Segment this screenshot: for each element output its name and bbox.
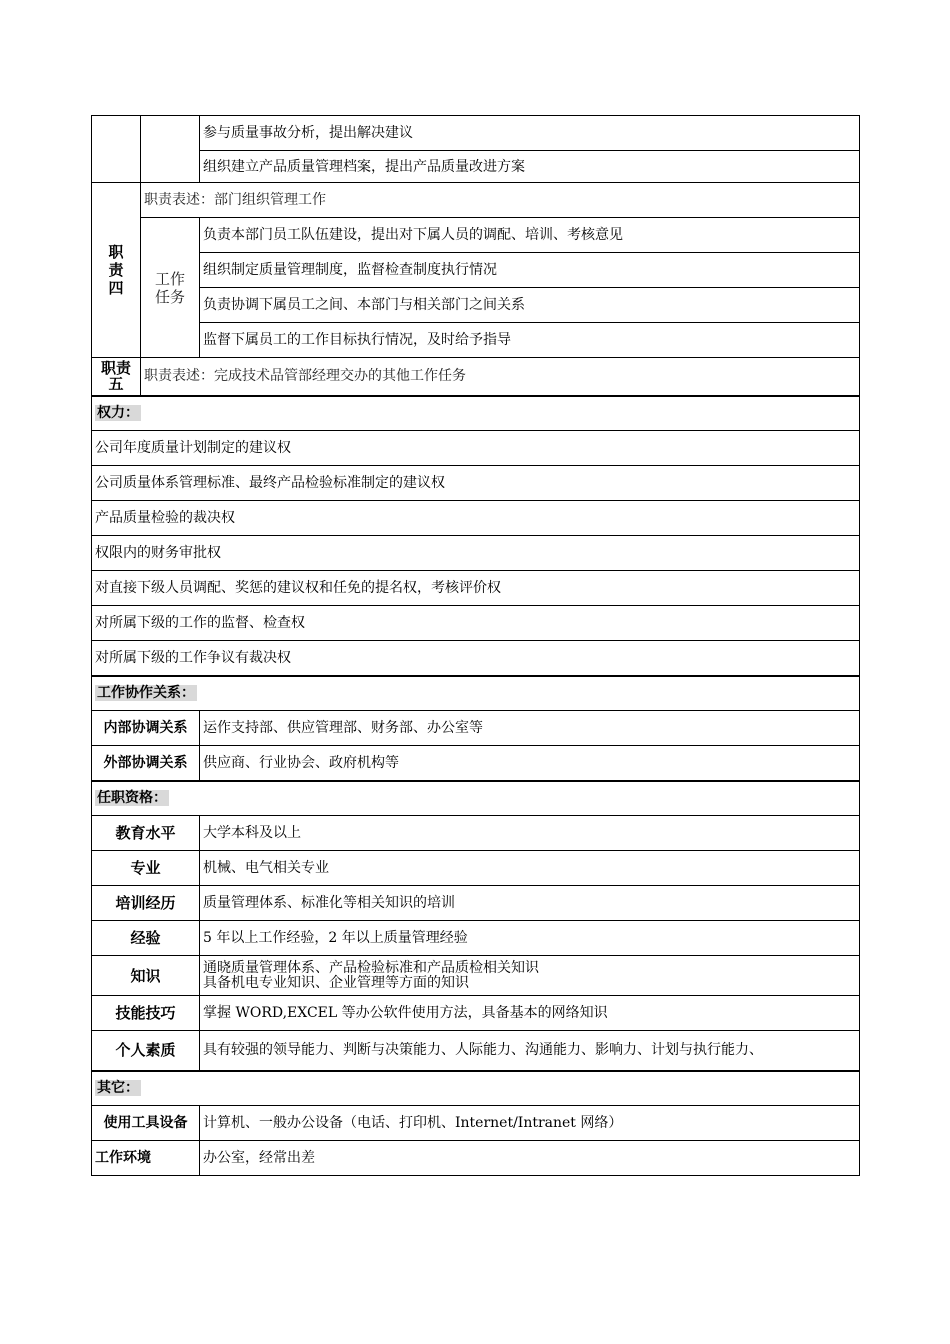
authority-item: 权限内的财务审批权: [92, 536, 860, 571]
relations-header-cell: [92, 676, 860, 711]
qualifications-header-row: [92, 781, 860, 816]
other-header-row: [92, 1071, 860, 1106]
qualification-row: [92, 816, 860, 851]
qualification-row: [92, 996, 860, 1031]
other-title: 其它：: [97, 1080, 139, 1097]
relations-header-row: [92, 676, 860, 711]
authority-item: 公司年度质量计划制定的建议权: [92, 431, 860, 466]
duty4-task-text: 负责本部门员工队伍建设，提出对下属人员的调配、培训、考核意见: [200, 218, 860, 253]
other-header-cell: [92, 1071, 860, 1106]
authority-header-cell: [92, 396, 860, 431]
other-row: [92, 1106, 860, 1141]
relations-value: 运作支持部、供应管理部、财务部、办公室等: [200, 711, 860, 746]
duty4-task-text: 监督下属员工的工作目标执行情况，及时给予指导: [200, 323, 860, 358]
job-description-table: [91, 115, 860, 1176]
authority-item: 对所属下级的工作争议有裁决权: [92, 641, 860, 676]
relations-title: 工作协作关系：: [97, 685, 195, 702]
qualification-label: 培训经历: [92, 886, 200, 921]
qualification-value-line: 具备机电专业知识、企业管理等方面的知识: [203, 974, 469, 991]
authority-row: [92, 466, 860, 501]
qualification-label: 经验: [92, 921, 200, 956]
duty4-task-text: 组织制定质量管理制度，监督检查制度执行情况: [200, 253, 860, 288]
authority-item: 对直接下级人员调配、奖惩的建议权和任免的提名权，考核评价权: [92, 571, 860, 606]
duty4-statement-row: [92, 183, 860, 218]
other-label: 使用工具设备: [92, 1106, 200, 1141]
relations-label: 内部协调关系: [92, 711, 200, 746]
qualification-value: 具有较强的领导能力、判断与决策能力、人际能力、沟通能力、影响力、计划与执行能力、: [200, 1031, 860, 1071]
qualification-value-line: 通晓质量管理体系、产品检验标准和产品质检相关知识: [203, 959, 539, 976]
authority-row: [92, 606, 860, 641]
authority-title: 权力：: [97, 405, 139, 422]
duty4-task-row: [92, 218, 860, 253]
qualifications-header-cell: [92, 781, 860, 816]
authority-row: [92, 571, 860, 606]
other-label: 工作环境: [92, 1141, 200, 1176]
qualification-value: 5 年以上工作经验，2 年以上质量管理经验: [200, 921, 860, 956]
task-label-cell-empty: [141, 116, 200, 183]
other-value: 计算机、一般办公设备（电话、打印机、Internet/Intranet 网络）: [200, 1106, 860, 1141]
relations-row: [92, 746, 860, 781]
relations-label: 外部协调关系: [92, 746, 200, 781]
relations-value: 供应商、行业协会、政府机构等: [200, 746, 860, 781]
qualification-label: 技能技巧: [92, 996, 200, 1031]
duty4-task-row: [92, 253, 860, 288]
qualification-row: [92, 1031, 860, 1071]
authority-row: [92, 536, 860, 571]
authority-item: 对所属下级的工作的监督、检查权: [92, 606, 860, 641]
duty4-task-label: 工作 任务: [141, 218, 200, 358]
qualification-row: [92, 886, 860, 921]
duty4-task-text: 负责协调下属员工之间、本部门与相关部门之间关系: [200, 288, 860, 323]
duty-task-text: 组织建立产品质量管理档案，提出产品质量改进方案: [200, 151, 860, 183]
authority-row: [92, 641, 860, 676]
other-value: 办公室，经常出差: [200, 1141, 860, 1176]
authority-header-row: [92, 396, 860, 431]
qualification-value: 机械、电气相关专业: [200, 851, 860, 886]
qualification-value: [200, 956, 860, 996]
qualification-row: [92, 851, 860, 886]
duty5-label: 职责 五: [92, 358, 141, 396]
qualification-label: 个人素质: [92, 1031, 200, 1071]
authority-item: 产品质量检验的裁决权: [92, 501, 860, 536]
qualifications-title: 任职资格：: [97, 790, 167, 807]
duty5-row: [92, 358, 860, 396]
qualification-value: 质量管理体系、标准化等相关知识的培训: [200, 886, 860, 921]
duty-label-cell-empty: [92, 116, 141, 183]
duty-task-row: [92, 116, 860, 151]
authority-row: [92, 431, 860, 466]
duty4-task-row: [92, 323, 860, 358]
job-description-sheet: [91, 115, 859, 1176]
duty-task-row: [92, 151, 860, 183]
qualification-value: 大学本科及以上: [200, 816, 860, 851]
qualification-label: 专业: [92, 851, 200, 886]
qualification-label: 教育水平: [92, 816, 200, 851]
duty4-statement: 职责表述：部门组织管理工作: [141, 183, 860, 218]
qualification-row: [92, 921, 860, 956]
duty4-task-row: [92, 288, 860, 323]
qualification-label: 知识: [92, 956, 200, 996]
authority-item: 公司质量体系管理标准、最终产品检验标准制定的建议权: [92, 466, 860, 501]
qualification-value: 掌握 WORD,EXCEL 等办公软件使用方法，具备基本的网络知识: [200, 996, 860, 1031]
other-row: [92, 1141, 860, 1176]
qualification-row: [92, 956, 860, 996]
duty4-label: 职 责 四: [92, 183, 141, 358]
duty5-statement: 职责表述：完成技术品管部经理交办的其他工作任务: [141, 358, 860, 396]
relations-row: [92, 711, 860, 746]
authority-row: [92, 501, 860, 536]
duty-task-text: 参与质量事故分析，提出解决建议: [200, 116, 860, 151]
